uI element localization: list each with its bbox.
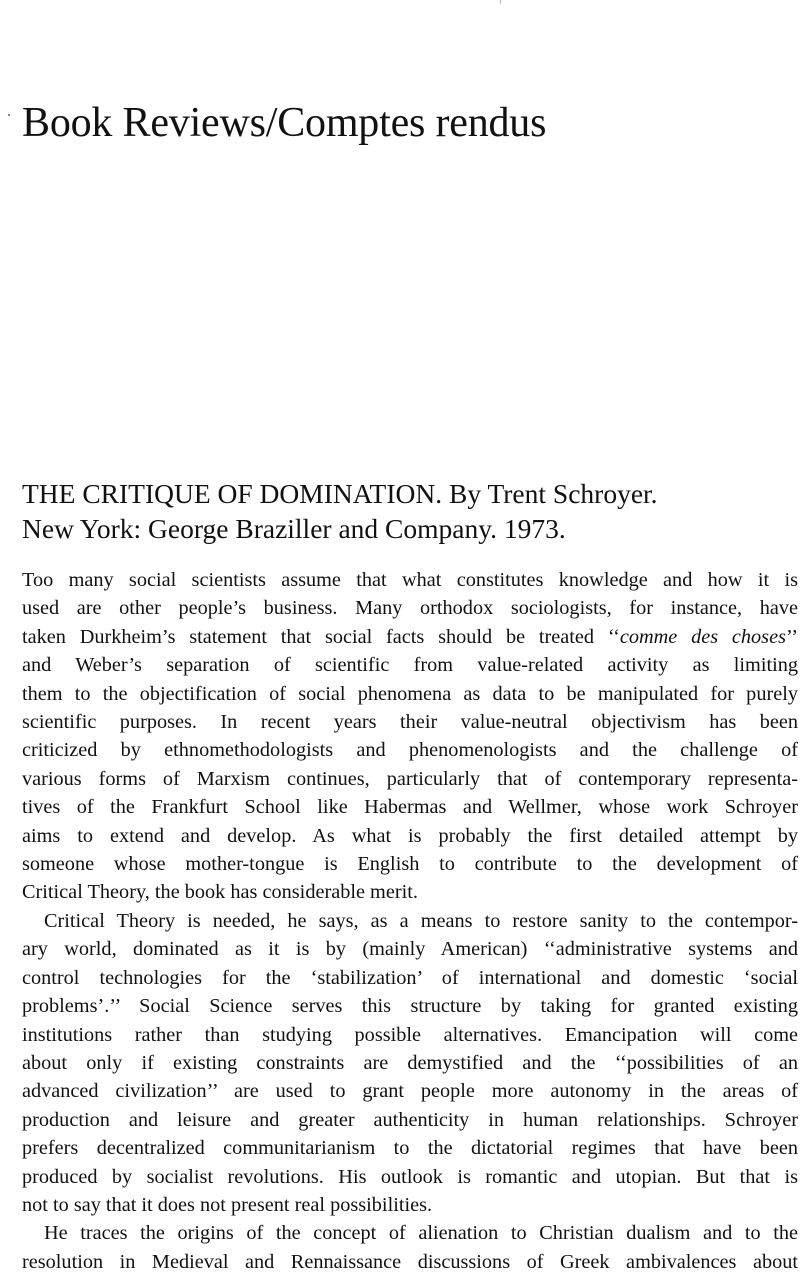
paragraph-1 xyxy=(22,566,798,907)
italic-phrase: comme des choses xyxy=(619,625,786,648)
scan-mark-top xyxy=(500,0,501,4)
review-title-line-1: THE CRITIQUE OF DOMINATION. By Trent Schroyer. xyxy=(22,478,658,509)
text-line: problems’.’’ Social Science serves this structure by taking for granted existing xyxy=(22,995,798,1018)
text-line xyxy=(22,623,798,651)
review-heading xyxy=(22,476,792,546)
text-line: Too many social scientists assume that what constitutes knowledge and how it is xyxy=(22,569,798,591)
paragraph-3 xyxy=(22,1219,798,1276)
text-line: tives of the Frankfurt School like Habermas and Wellmer, whose work Schroyer xyxy=(22,796,798,819)
text-span: ’’ xyxy=(785,625,798,648)
text-line: control technologies for the ‘stabilization’ of international and domestic ‘social xyxy=(22,966,798,989)
text-line: aims to extend and develop. As what is probably the first detailed attempt by xyxy=(22,824,798,847)
text-line: institutions rather than studying possible alternatives. Emancipation will come xyxy=(22,1023,798,1046)
review-title-line-2: New York: George Braziller and Company. 1973. xyxy=(22,513,566,544)
text-line: various forms of Marxism continues, particularly that of contemporary representa- xyxy=(22,767,798,790)
text-line: about only if existing constraints are demystified and the ‘‘possibilities of an xyxy=(22,1051,798,1074)
text-line: ary world, dominated as it is by (mainly American) ‘‘administrative systems and xyxy=(22,938,798,961)
text-line: someone whose mother-tongue is English to contribute to the development of xyxy=(22,853,798,876)
review-body xyxy=(22,566,798,1276)
text-line: criticized by ethnomethodologists and phenomenologists and the challenge of xyxy=(22,739,798,762)
text-line: and Weber’s separation of scientific from value-related activity as limiting xyxy=(22,654,798,677)
text-line: them to the objectification of social phenomena as data to be manipulated for purely xyxy=(22,682,798,705)
text-line: advanced civilization’’ are used to grant people more autonomy in the areas of xyxy=(22,1080,798,1103)
text-line: prefers decentralized communitarianism to the dictatorial regimes that have been xyxy=(22,1137,798,1160)
text-span: taken Durkheim’s statement that social facts should be treated ‘‘ xyxy=(22,625,620,648)
scan-mark-left xyxy=(8,114,10,116)
paragraph-2 xyxy=(22,907,798,1219)
text-line: produced by socialist revolutions. His outlook is romantic and utopian. But that is xyxy=(22,1165,798,1188)
text-line: resolution in Medieval and Rennaissance discussions of Greek ambivalences about xyxy=(22,1250,798,1273)
text-line: Critical Theory, the book has considerable merit. xyxy=(22,881,418,904)
text-line: scientific purposes. In recent years their value-neutral objectivism has been xyxy=(22,711,798,734)
text-line: not to say that it does not present real possibilities. xyxy=(22,1193,433,1216)
section-heading: Book Reviews/Comptes rendus xyxy=(22,100,547,146)
text-line: production and leisure and greater authenticity in human relationships. Schroyer xyxy=(22,1108,798,1131)
text-line: used are other people’s business. Many orthodox sociologists, for instance, have xyxy=(22,597,798,620)
text-line: He traces the origins of the concept of alienation to Christian dualism and to the xyxy=(44,1222,798,1245)
text-line: Critical Theory is needed, he says, as a means to restore sanity to the contempor- xyxy=(44,909,798,932)
